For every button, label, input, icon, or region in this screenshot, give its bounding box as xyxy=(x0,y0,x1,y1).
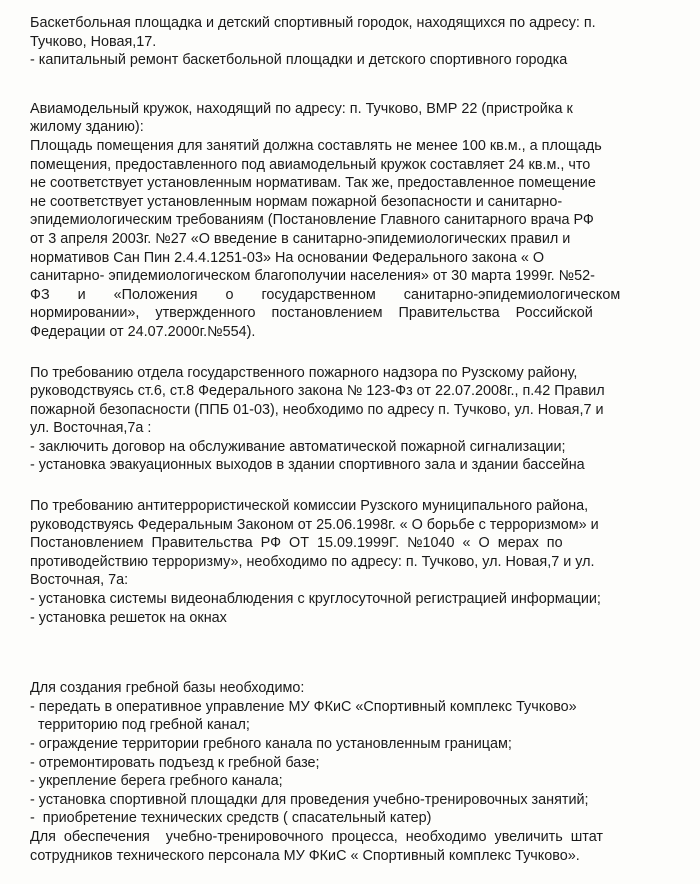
text-line: сотрудников технического персонала МУ ФКиС « Спортивный комплекс Тучково». xyxy=(30,847,580,864)
text-line: - установка эвакуационных выходов в здании спортивного зала и здании бассейна xyxy=(30,457,585,474)
text-line: - укрепление берега гребного канала; xyxy=(30,773,283,790)
text-line: противодействию терроризму», необходимо по адресу: п. Тучково, ул. Новая,7 и ул. xyxy=(30,553,595,570)
text-line: санитарно- эпидемиологическом благополучии населения» от 30 марта 1999г. №52- xyxy=(30,268,595,285)
text-line: - ограждение территории гребного канала по установленным границам; xyxy=(30,736,512,752)
text-line: от 3 апреля 2003г. №27 «О введение в санитарно-эпидемиологических правил и xyxy=(30,230,571,247)
text-line: - передать в оперативное управление МУ ФКиС «Спортивный комплекс Тучково» xyxy=(30,698,577,715)
text-line: Баскетбольная площадка и детский спортивный городок, находящихся по адресу: п. xyxy=(30,15,596,31)
text-line: не соответствует установленным нормам пожарной безопасности и санитарно- xyxy=(30,193,563,210)
text-line: пожарной безопасности (ППБ 01-03), необходимо по адресу п. Тучково, ул. Новая,7 и xyxy=(30,401,604,418)
text-line: руководствуясь Федеральным Законом от 25.06.1998г. « О борьбе с терроризмом» и xyxy=(30,516,599,533)
text-line: Для обеспечения учебно-тренировочного процесса, необходимо увеличить штат xyxy=(30,828,604,845)
section-antiterror xyxy=(30,497,684,627)
section-aviamodel xyxy=(30,100,684,342)
text-line: - установка системы видеонаблюдения с круглосуточной регистрацией информации; xyxy=(30,591,601,608)
text-line: не соответствует установленным нормативам. Так же, предоставленное помещение xyxy=(30,175,596,192)
section-basketball xyxy=(30,14,684,70)
text-line: - установка спортивной площадки для проведения учебно-тренировочных занятий; xyxy=(30,791,589,808)
text-line: Федерации от 24.07.2000г.№554). xyxy=(30,323,256,340)
text-line: территорию под гребной канал; xyxy=(30,717,250,734)
text-line: Авиамодельный кружок, находящий по адресу: п. Тучково, ВМР 22 (пристройка к xyxy=(30,100,573,117)
text-line: ФЗ и «Положения о государственном санитарно-эпидемиологическом xyxy=(30,286,621,303)
text-line: Восточная, 7а: xyxy=(30,572,129,589)
text-line: По требованию отдела государственного пожарного надзора по Рузскому району, xyxy=(30,364,578,381)
text-line: Постановлением Правительства РФ ОТ 15.09.1999Г. №1040 « О мерах по xyxy=(30,535,563,552)
text-line: По требованию антитеррористической комиссии Рузского муниципального района, xyxy=(30,498,589,515)
text-line: Для создания гребной базы необходимо: xyxy=(30,680,305,697)
text-line: - установка решеток на окнах xyxy=(30,609,227,626)
text-line: нормативов Сан Пин 2.4.4.1251-03» На основании Федерального закона « О xyxy=(30,249,545,266)
text-line: эпидемиологическим требованиям (Постановление Главного санитарного врача РФ xyxy=(30,212,594,229)
text-line: - капитальный ремонт баскетбольной площадки и детского спортивного городка xyxy=(30,52,568,69)
text-line: помещения, предоставленного под авиамодельный кружок составляет 24 кв.м., что xyxy=(30,156,591,173)
text-line: - приобретение технических средств ( спасательный катер) xyxy=(30,810,432,827)
text-line: руководствуясь ст.6, ст.8 Федерального закона № 123-Фз от 22.07.2008г., п.42 Правил xyxy=(30,383,605,400)
text-line: нормировании», утвержденного постановлением Правительства Российской xyxy=(30,305,593,322)
text-line: - заключить договор на обслуживание автоматической пожарной сигнализации; xyxy=(30,438,566,455)
section-rowing-base xyxy=(30,679,684,865)
section-fire-safety xyxy=(30,364,684,476)
text-line: Тучково, Новая,17. xyxy=(30,33,157,50)
text-line: - отремонтировать подъезд к гребной базе; xyxy=(30,754,320,771)
text-line: жилому зданию): xyxy=(30,119,144,136)
text-line: ул. Восточная,7а : xyxy=(30,420,152,437)
text-line: Площадь помещения для занятий должна составлять не менее 100 кв.м., а площадь xyxy=(30,137,602,154)
